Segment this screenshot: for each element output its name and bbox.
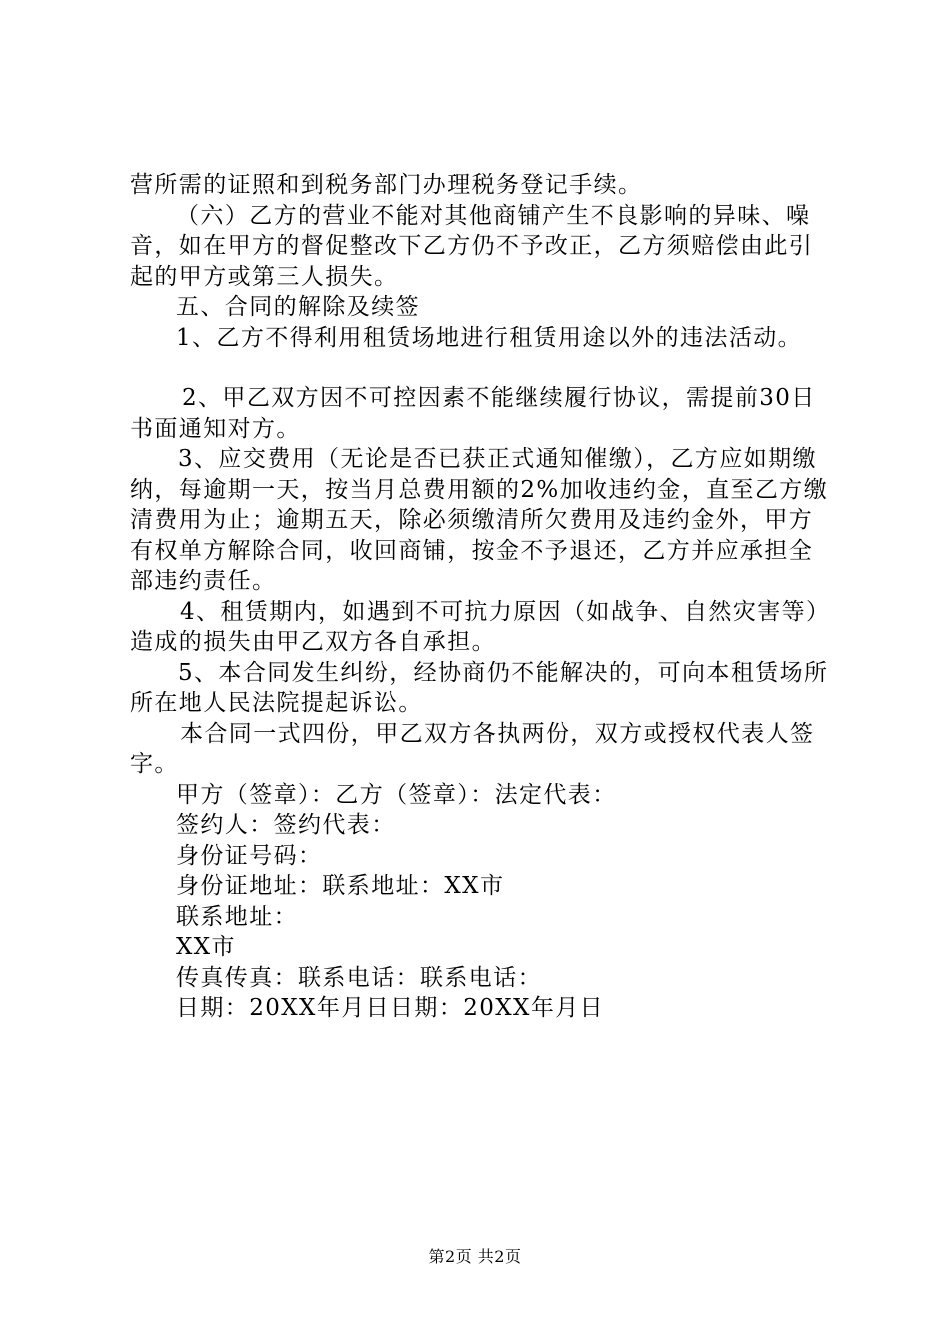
signature-line-contact-address: 联系地址：: [176, 903, 298, 930]
contract-body: [130, 170, 830, 1024]
paragraph-item-5-disputes: 5、本合同发生纠纷，经协商仍不能解决的，可向本租赁场所所在地人民法院提起诉讼。: [130, 659, 829, 716]
signature-line-signatory: 签约人：签约代表：: [176, 812, 396, 838]
signature-line-fax-phone: 传真传真：联系电话：联系电话：: [176, 964, 542, 991]
paragraph-clause-6-noise: （六）乙方的营业不能对其他商铺产生不良影响的异味、噪音，如在甲方的督促整改下乙方仍不予改正，乙方须赔偿由此引起的甲方或第三人损失。: [130, 202, 814, 290]
signature-line-id-address: 身份证地址：联系地址：XX市: [176, 873, 505, 899]
paragraph-item-2-notice: 2、甲乙双方因不可控因素不能继续履行协议，需提前30日书面通知对方。: [130, 385, 816, 442]
signature-line-parties: 甲方（签章）：乙方（签章）：法定代表：: [176, 781, 617, 808]
section-heading-termination-renewal: 五、合同的解除及续签: [176, 294, 420, 320]
paragraph-copies-signing: 本合同一式四份，甲乙双方各执两份，双方或授权代表人签字。: [130, 720, 815, 777]
page-number-footer: 第2页 共2页: [428, 1247, 522, 1266]
blank-line: [130, 353, 830, 383]
signature-line-id-number: 身份证号码：: [176, 842, 323, 869]
paragraph-item-4-force-majeure: 4、租赁期内，如遇到不可抗力原因（如战争、自然灾害等）造成的损失由甲乙双方各自承担。: [130, 598, 819, 655]
paragraph-license-continuation: 营所需的证照和到税务部门办理税务登记手续。: [130, 172, 643, 198]
paragraph-item-3-fees: 3、应交费用（无论是否已获正式通知催缴），乙方应如期缴纳，每逾期一天，按当月总费用额的2%加收违约金，直至乙方缴清费用为止；逾期五天，除必须缴清所欠费用及违约金外，甲方有权单方解除合同，收回商铺，按金不予退还，乙方并应承担全部违约责任。: [130, 446, 829, 594]
paragraph-item-1-illegal-activity: 1、乙方不得利用租赁场地进行租赁用途以外的违法活动。: [176, 324, 803, 351]
signature-line-city: XX市: [176, 934, 236, 960]
signature-line-dates: 日期：20XX年月日日期：20XX年月日: [176, 995, 605, 1021]
